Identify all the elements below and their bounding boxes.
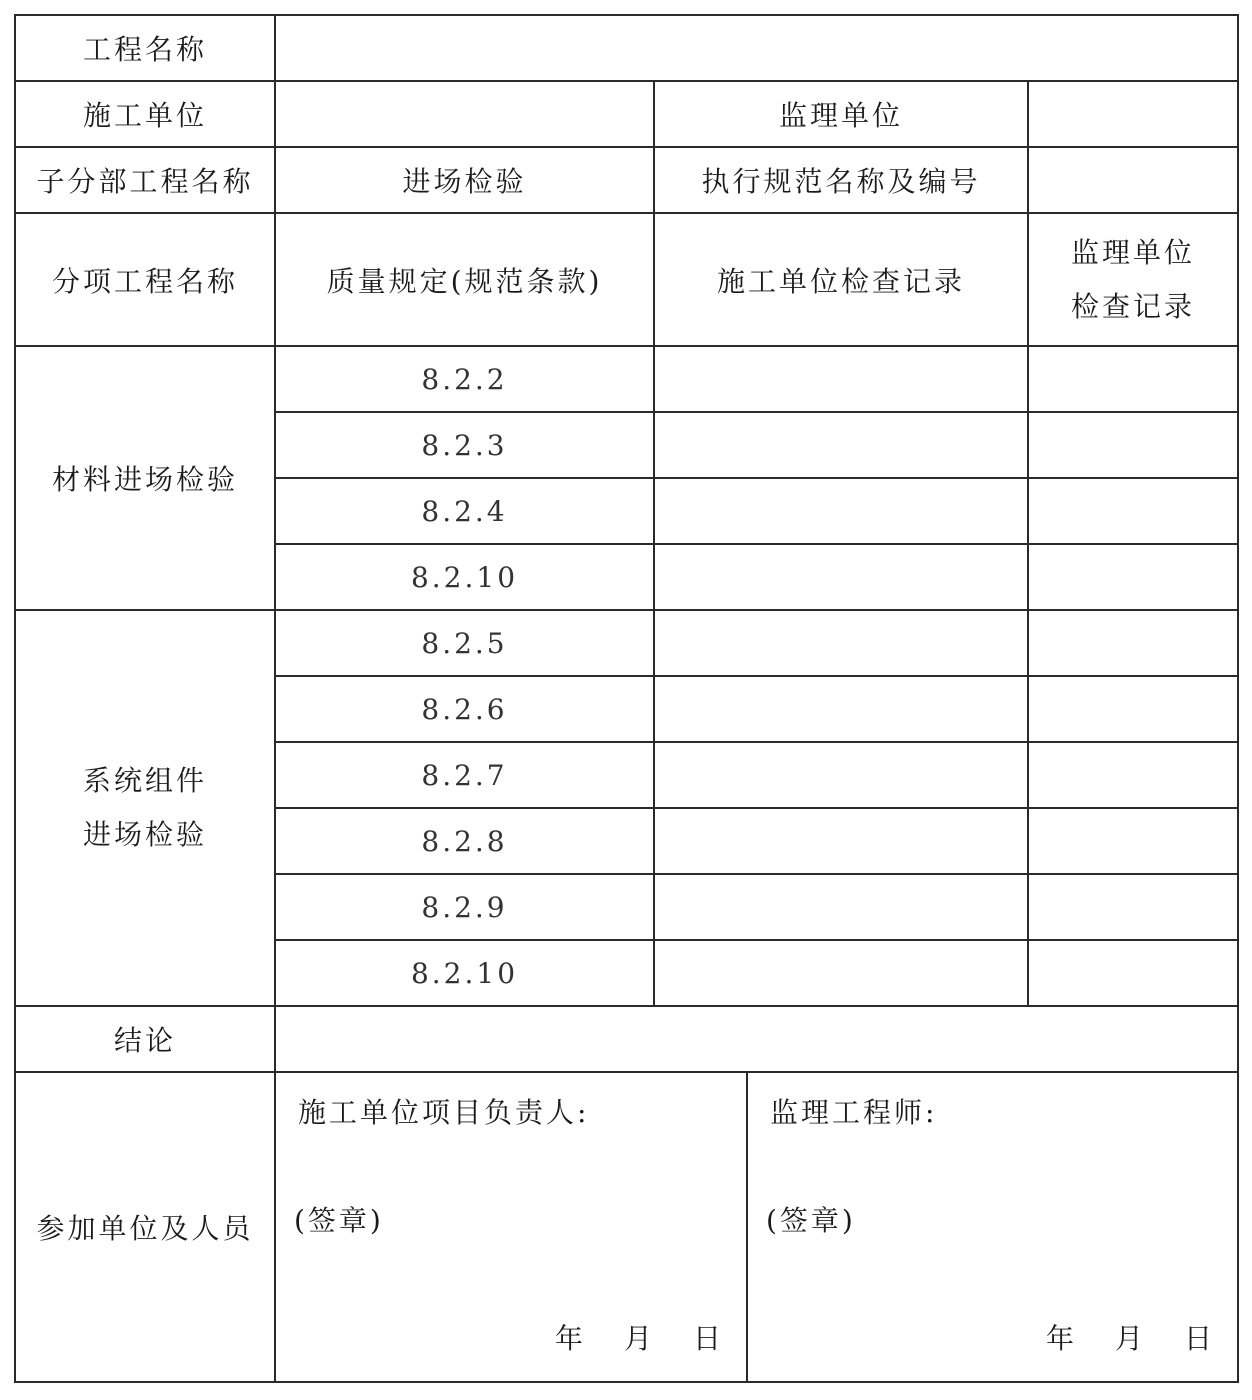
col-header-item-name: 分项工程名称	[15, 213, 275, 346]
supervision-check-cell[interactable]	[1028, 478, 1238, 544]
supervision-check-cell[interactable]	[1028, 544, 1238, 610]
construction-unit-label: 施工单位	[15, 81, 275, 147]
construction-check-cell[interactable]	[654, 412, 1028, 478]
supervision-unit-value[interactable]	[1028, 81, 1238, 147]
date-month: 月	[1114, 1322, 1146, 1355]
supervision-check-cell[interactable]	[1028, 874, 1238, 940]
construction-check-cell[interactable]	[654, 742, 1028, 808]
col-header-quality-rule: 质量规定(规范条款)	[275, 213, 654, 346]
group-name-line2: 进场检验	[82, 818, 207, 851]
group-name-components	[15, 610, 275, 1006]
construction-unit-value[interactable]	[275, 81, 654, 147]
group-name-line1: 系统组件	[82, 764, 207, 797]
date-day: 日	[1183, 1322, 1215, 1355]
supervision-engineer-label: 监理工程师:	[770, 1096, 938, 1129]
col-header-supervision-line2: 检查记录	[1070, 289, 1195, 323]
date-year: 年	[554, 1322, 586, 1355]
clause-cell: 8.2.3	[275, 412, 654, 478]
conclusion-value[interactable]	[275, 1006, 1238, 1072]
clause-cell: 8.2.5	[275, 610, 654, 676]
group-name-materials: 材料进场检验	[15, 346, 275, 610]
construction-check-cell[interactable]	[654, 610, 1028, 676]
supervision-check-cell[interactable]	[1028, 940, 1238, 1006]
construction-check-cell[interactable]	[654, 478, 1028, 544]
date-month: 月	[623, 1322, 655, 1355]
construction-check-cell[interactable]	[654, 544, 1028, 610]
construction-check-cell[interactable]	[654, 346, 1028, 412]
date-year: 年	[1045, 1322, 1077, 1355]
participants-label: 参加单位及人员	[15, 1072, 275, 1382]
supervision-check-cell[interactable]	[1028, 742, 1238, 808]
standard-value[interactable]	[1028, 147, 1238, 213]
sub-project-label: 子分部工程名称	[15, 147, 275, 213]
clause-cell: 8.2.10	[275, 940, 654, 1006]
supervision-unit-label: 监理单位	[654, 81, 1028, 147]
col-header-supervision-line1: 监理单位	[1070, 235, 1195, 269]
col-header-construction-check: 施工单位检查记录	[654, 213, 1028, 346]
construction-manager-label: 施工单位项目负责人:	[298, 1096, 590, 1129]
construction-check-cell[interactable]	[654, 940, 1028, 1006]
supervision-check-cell[interactable]	[1028, 610, 1238, 676]
supervision-check-cell[interactable]	[1028, 808, 1238, 874]
construction-check-cell[interactable]	[654, 676, 1028, 742]
clause-cell: 8.2.6	[275, 676, 654, 742]
conclusion-label: 结论	[15, 1006, 275, 1072]
standard-label: 执行规范名称及编号	[654, 147, 1028, 213]
supervision-signature-area[interactable]	[747, 1072, 1238, 1382]
date-day: 日	[692, 1322, 724, 1355]
construction-check-cell[interactable]	[654, 874, 1028, 940]
inspection-form-table	[14, 14, 1239, 1383]
clause-cell: 8.2.7	[275, 742, 654, 808]
construction-date	[555, 1317, 724, 1357]
construction-seal-label: (签章)	[294, 1204, 384, 1237]
clause-cell: 8.2.4	[275, 478, 654, 544]
clause-cell: 8.2.8	[275, 808, 654, 874]
supervision-check-cell[interactable]	[1028, 346, 1238, 412]
construction-signature-area[interactable]	[275, 1072, 747, 1382]
project-name-value[interactable]	[275, 15, 1238, 81]
clause-cell: 8.2.9	[275, 874, 654, 940]
project-name-label: 工程名称	[15, 15, 275, 81]
supervision-check-cell[interactable]	[1028, 676, 1238, 742]
construction-check-cell[interactable]	[654, 808, 1028, 874]
sub-project-value: 进场检验	[275, 147, 654, 213]
col-header-supervision-check	[1028, 213, 1238, 346]
clause-cell: 8.2.2	[275, 346, 654, 412]
clause-cell: 8.2.10	[275, 544, 654, 610]
supervision-date	[1046, 1317, 1215, 1357]
supervision-seal-label: (签章)	[766, 1204, 856, 1237]
supervision-check-cell[interactable]	[1028, 412, 1238, 478]
